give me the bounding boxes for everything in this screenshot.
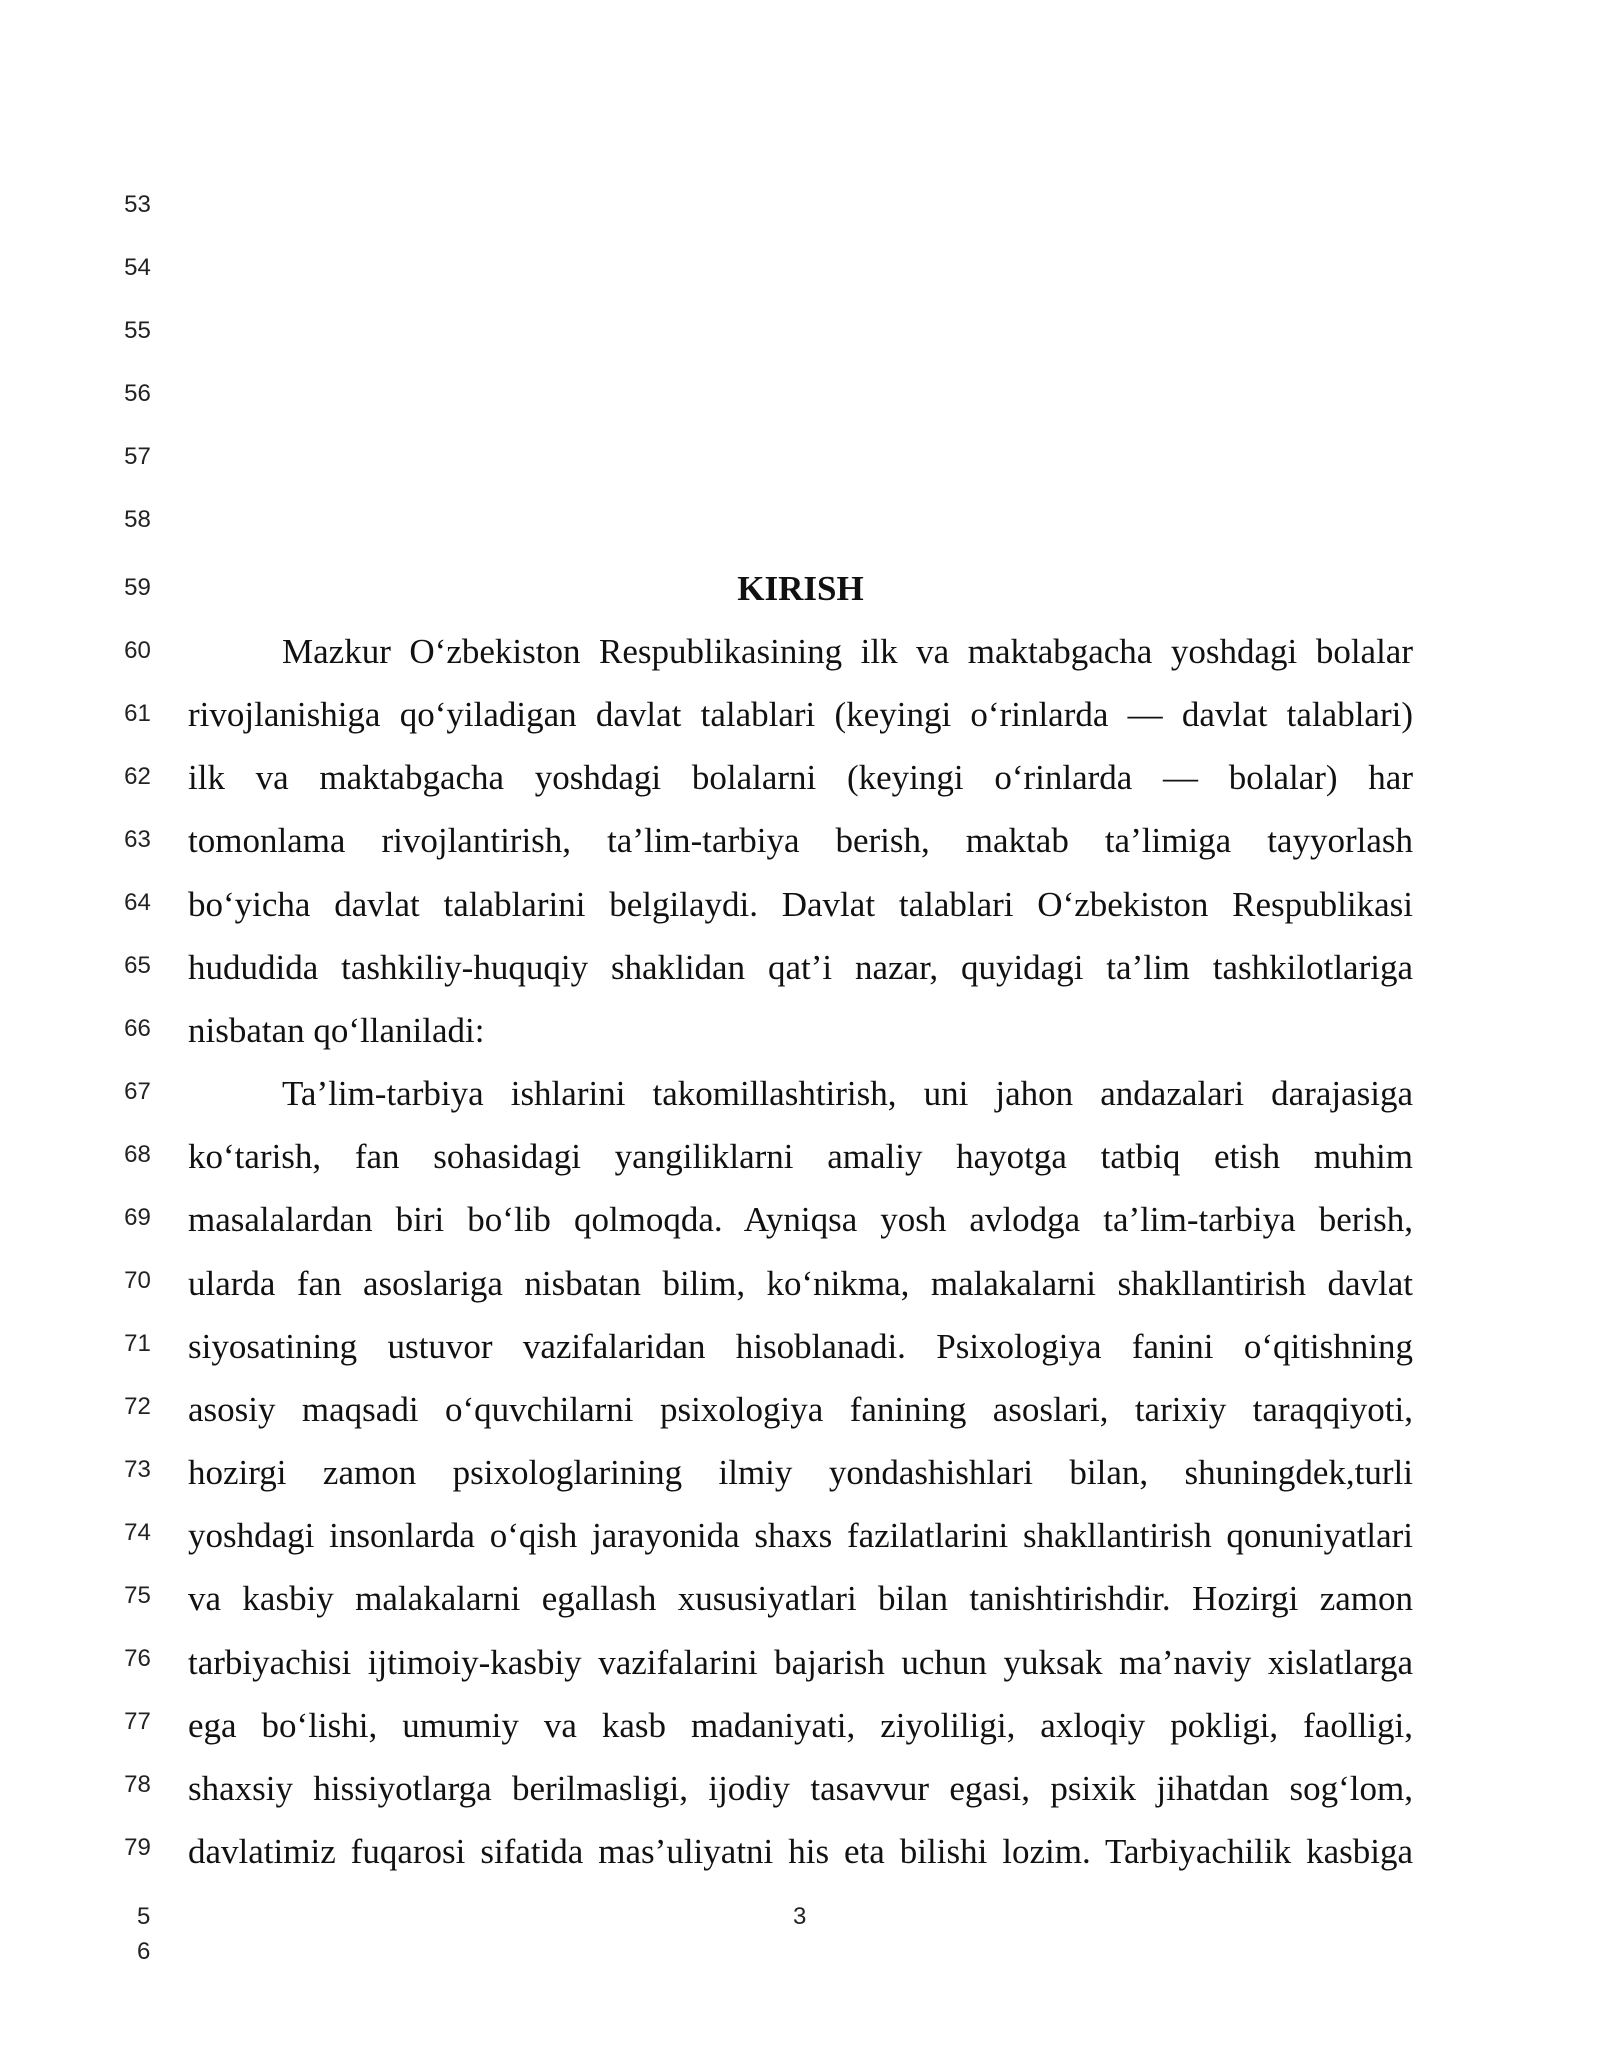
text-line: tomonlama rivojlantirish, ta’lim-tarbiya berish, maktab ta’limiga tayyorlash xyxy=(188,821,1413,860)
line-number: 68 xyxy=(124,1141,151,1168)
line-number: 57 xyxy=(124,443,151,470)
line-number: 75 xyxy=(124,1582,151,1609)
text-line: bo‘yicha davlat talablarini belgilaydi. Davlat talablari O‘zbekiston Respublikasi xyxy=(188,885,1413,924)
line-number: 72 xyxy=(124,1393,151,1420)
line-number: 78 xyxy=(124,1771,151,1798)
line-number: 77 xyxy=(124,1708,151,1735)
line-number: 61 xyxy=(124,700,151,727)
line-number: 58 xyxy=(124,506,151,533)
line-number: 56 xyxy=(124,380,151,407)
line-number: 59 xyxy=(124,574,151,601)
text-line: Mazkur O‘zbekiston Respublikasining ilk va maktabgacha yoshdagi bolalar xyxy=(282,632,1413,671)
line-number: 66 xyxy=(124,1015,151,1042)
text-line: masalalardan biri bo‘lib qolmoqda. Ayniqsa yosh avlodga ta’lim-tarbiya berish, xyxy=(188,1200,1413,1239)
line-number: 74 xyxy=(124,1519,151,1546)
line-number: 70 xyxy=(124,1267,151,1294)
text-line: siyosatining ustuvor vazifalaridan hisoblanadi. Psixologiya fanini o‘qitishning xyxy=(188,1327,1413,1366)
line-number: 79 xyxy=(124,1834,151,1861)
text-line: shaxsiy hissiyotlarga berilmasligi, ijodiy tasavvur egasi, psixik jihatdan sog‘lom, xyxy=(188,1769,1413,1808)
line-number: 64 xyxy=(124,889,151,916)
line-number: 73 xyxy=(124,1456,151,1483)
footer-left-number-bottom: 6 xyxy=(137,1938,151,1965)
text-line: asosiy maqsadi o‘quvchilarni psixologiya fanining asoslari, tarixiy taraqqiyoti, xyxy=(188,1390,1413,1429)
text-line: va kasbiy malakalarni egallash xususiyatlari bilan tanishtirishdir. Hozirgi zamon xyxy=(188,1579,1413,1618)
text-line: hududida tashkiliy-huquqiy shaklidan qat’i nazar, quyidagi ta’lim tashkilotlariga xyxy=(188,948,1413,987)
text-line: nisbatan qo‘llaniladi: xyxy=(188,1011,485,1050)
line-number: 76 xyxy=(124,1645,151,1672)
text-line: yoshdagi insonlarda o‘qish jarayonida shaxs fazilatlarini shakllantirish qonuniyatlari xyxy=(188,1516,1413,1555)
line-number: 65 xyxy=(124,952,151,979)
footer-left-number-top: 5 xyxy=(137,1903,151,1930)
section-heading: KIRISH xyxy=(737,569,864,608)
text-line: davlatimiz fuqarosi sifatida mas’uliyatni his eta bilishi lozim. Tarbiyachilik kasbiga xyxy=(188,1832,1413,1871)
text-line: ko‘tarish, fan sohasidagi yangiliklarni amaliy hayotga tatbiq etish muhim xyxy=(188,1137,1413,1176)
text-line: ilk va maktabgacha yoshdagi bolalarni (keyingi o‘rinlarda — bolalar) har xyxy=(188,758,1413,797)
line-number: 62 xyxy=(124,763,151,790)
line-number: 63 xyxy=(124,826,151,853)
line-number: 54 xyxy=(124,254,151,281)
text-line: Ta’lim-tarbiya ishlarini takomillashtirish, uni jahon andazalari darajasiga xyxy=(282,1074,1413,1113)
text-line: ega bo‘lishi, umumiy va kasb madaniyati, ziyoliligi, axloqiy pokligi, faolligi, xyxy=(188,1706,1413,1745)
line-number: 55 xyxy=(124,317,151,344)
text-line: ularda fan asoslariga nisbatan bilim, ko‘nikma, malakalarni shakllantirish davlat xyxy=(188,1264,1413,1303)
page-number: 3 xyxy=(793,1903,807,1930)
text-line: rivojlanishiga qo‘yiladigan davlat talablari (keyingi o‘rinlarda — davlat talablari) xyxy=(188,695,1413,734)
line-number: 69 xyxy=(124,1204,151,1231)
line-number: 53 xyxy=(124,191,151,218)
line-number: 71 xyxy=(124,1330,151,1357)
text-line: tarbiyachisi ijtimoiy-kasbiy vazifalarini bajarish uchun yuksak ma’naviy xislatlarga xyxy=(188,1643,1413,1682)
line-number: 60 xyxy=(124,637,151,664)
line-number: 67 xyxy=(124,1078,151,1105)
text-line: hozirgi zamon psixologlarining ilmiy yondashishlari bilan, shuningdek,turli xyxy=(188,1453,1413,1492)
